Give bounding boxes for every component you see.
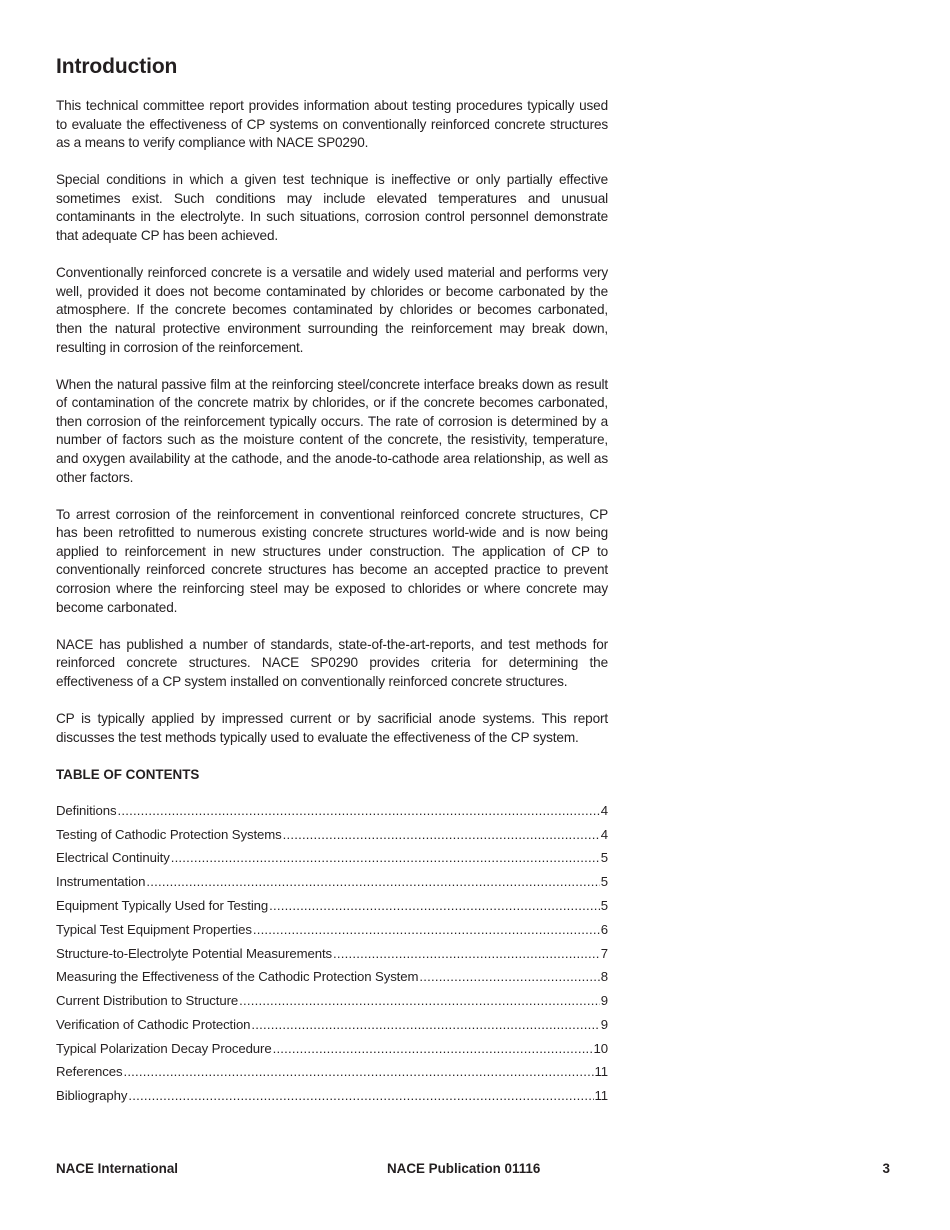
toc-entry-title: Typical Test Equipment Properties (56, 921, 252, 937)
toc-entry[interactable] (56, 826, 608, 850)
toc-entry-title: Instrumentation (56, 874, 146, 890)
toc-entry-page: 9 (600, 993, 608, 1009)
toc-entry-page: 10 (593, 1040, 608, 1056)
toc-entry-title: Verification of Cathodic Protection (56, 1016, 251, 1032)
toc-entry[interactable] (56, 1063, 608, 1087)
paragraph: CP is typically applied by impressed current or by sacrificial anode systems. This report discusses the test methods typically used to evaluate the effectiveness of the CP system. (56, 711, 608, 745)
paragraph: This technical committee report provides information about testing procedures typically used to evaluate the effectiveness of CP systems on conventionally reinforced concrete structures as a means to verify compliance with NACE SP0290. (56, 98, 608, 151)
toc-leader-dots (123, 1063, 593, 1081)
section-heading: Introduction (56, 55, 178, 78)
toc-entry-title: Testing of Cathodic Protection Systems (56, 826, 282, 842)
toc-entry-page: 5 (600, 850, 608, 866)
introduction-body (56, 97, 608, 747)
toc-leader-dots (128, 1087, 593, 1105)
page-number: 3 (882, 1161, 890, 1176)
toc-entry[interactable] (56, 849, 608, 873)
toc-entry-page: 4 (600, 826, 608, 842)
paragraph: Special conditions in which a given test technique is ineffective or only partially effective sometimes exist. Such conditions may include elevated temperatures and unusual contaminants in the electrolyte. In such situations, corrosion control personnel demonstrate that adequate CP has been achieved. (56, 172, 608, 244)
toc-leader-dots (253, 921, 600, 939)
toc-leader-dots (171, 849, 600, 867)
toc-entry-page: 5 (600, 897, 608, 913)
toc-leader-dots (283, 826, 600, 844)
toc-entry-title: Equipment Typically Used for Testing (56, 897, 269, 913)
toc-entry-title: Definitions (56, 802, 117, 818)
toc-leader-dots (117, 802, 599, 820)
toc-entry-page: 8 (600, 969, 608, 985)
toc-heading: TABLE OF CONTENTS (56, 766, 200, 782)
toc-entry[interactable] (56, 873, 608, 897)
toc-leader-dots (419, 968, 599, 986)
table-of-contents (56, 802, 608, 1111)
toc-entry[interactable] (56, 968, 608, 992)
toc-leader-dots (273, 1040, 593, 1058)
toc-entry-title: Measuring the Effectiveness of the Cathodic Protection System (56, 969, 419, 985)
toc-entry-title: Structure-to-Electrolyte Potential Measurements (56, 945, 333, 961)
toc-entry-title: References (56, 1064, 123, 1080)
toc-entry-page: 11 (594, 1088, 608, 1104)
toc-entry-page: 7 (600, 945, 608, 961)
toc-leader-dots (333, 945, 600, 963)
paragraph: To arrest corrosion of the reinforcement in conventional reinforced concrete structures, CP has been retrofitted to numerous existing concrete structures world-wide and is now being applied to reinforcement in new structures under construction. The application of CP to conventionally reinforced concrete structures has become an accepted practice to prevent corrosion where the reinforcing steel may be exposed to chlorides or where concrete may become carbonated. (56, 506, 608, 615)
toc-entry-page: 4 (600, 802, 608, 818)
toc-entry[interactable] (56, 1040, 608, 1064)
toc-entry[interactable] (56, 921, 608, 945)
toc-entry-title: Typical Polarization Decay Procedure (56, 1040, 272, 1056)
document-page (56, 52, 608, 1111)
toc-entry[interactable] (56, 992, 608, 1016)
toc-leader-dots (239, 992, 600, 1010)
toc-entry-title: Bibliography (56, 1088, 128, 1104)
toc-entry[interactable] (56, 945, 608, 969)
toc-leader-dots (269, 897, 600, 915)
paragraph: NACE has published a number of standards, state-of-the-art-reports, and test methods for reinforced concrete structures. NACE SP0290 provides criteria for determining the effectiveness of a CP system installed on conventionally reinforced concrete structures. (56, 636, 608, 689)
toc-entry[interactable] (56, 1087, 608, 1111)
toc-entry[interactable] (56, 897, 608, 921)
paragraph: When the natural passive film at the reinforcing steel/concrete interface breaks down as result of contamination of the concrete matrix by chlorides, or if the concrete becomes carbonated, then corrosion of the reinforcement typically occurs. The rate of corrosion is determined by a number of factors such as the moisture content of the concrete, the resistivity, temperature, and oxygen availability at the cathode, and the anode-to-cathode area relationship, as well as other factors. (56, 376, 608, 485)
toc-leader-dots (146, 873, 599, 891)
toc-entry-page: 11 (594, 1064, 608, 1080)
toc-entry-title: Current Distribution to Structure (56, 993, 239, 1009)
toc-entry[interactable] (56, 1016, 608, 1040)
toc-entry-page: 6 (600, 921, 608, 937)
paragraph: Conventionally reinforced concrete is a versatile and widely used material and performs very well, provided it does not become contaminated by chlorides or become carbonated by the atmosphere. If the concrete becomes contaminated by chlorides or becomes carbonated, then the natural protective environment surrounding the reinforcement may break down, resulting in corrosion of the reinforcement. (56, 265, 608, 355)
footer-publication: NACE Publication 01116 (387, 1161, 541, 1176)
toc-leader-dots (251, 1016, 599, 1034)
page-footer (56, 1160, 890, 1180)
footer-organization: NACE International (56, 1161, 179, 1176)
toc-entry[interactable] (56, 802, 608, 826)
toc-entry-title: Electrical Continuity (56, 850, 170, 866)
toc-entry-page: 5 (600, 874, 608, 890)
toc-entry-page: 9 (600, 1016, 608, 1032)
